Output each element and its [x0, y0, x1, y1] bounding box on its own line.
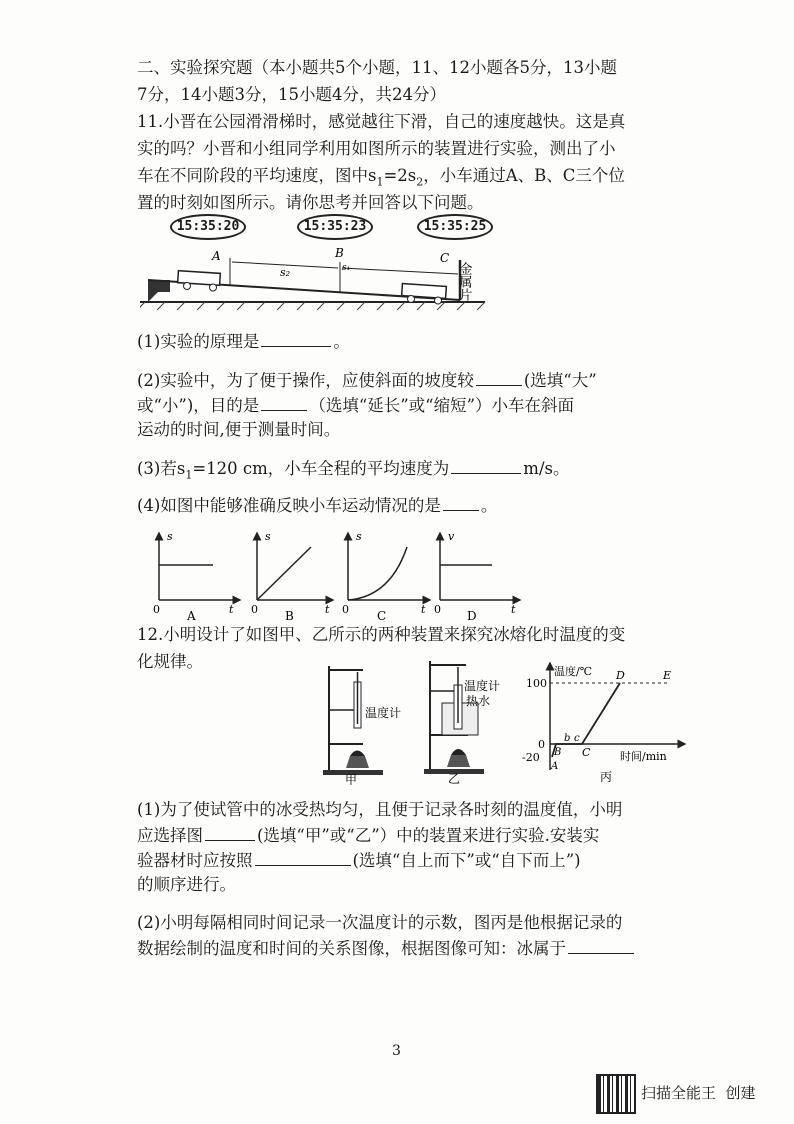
- clock-c: 15:35:25: [417, 214, 493, 240]
- cart-at-a: [178, 271, 221, 291]
- graph-d-y: v: [448, 530, 455, 543]
- q11-p2-line2: [137, 394, 574, 417]
- jia-caption: 甲: [345, 773, 358, 785]
- q12-stem-line2: 化规律。: [137, 652, 203, 671]
- clock-a: 15:35:20: [170, 214, 246, 240]
- label-s1: s₁: [342, 263, 351, 273]
- bing-yneg20: -20: [522, 751, 540, 764]
- q11-p2-hint2: （选填“延长”或“缩短”）小车在斜面: [309, 396, 575, 415]
- q12-p1-line4: 的顺序进行。: [137, 875, 236, 894]
- graph-d: [434, 530, 520, 620]
- q12-p1-text2: 验器材时应按照: [137, 851, 253, 870]
- bing-point-b: B: [554, 747, 562, 758]
- label-s2: s₂: [280, 266, 291, 279]
- q12-p1-text: 应选择图: [137, 826, 203, 845]
- apparatus-jia: [315, 660, 415, 785]
- q12-p2-line2: [137, 937, 636, 960]
- q11-p4-text: (4)如图中能够准确反映小车运动情况的是: [137, 496, 441, 515]
- graph-b: [251, 530, 333, 620]
- bing-y0: 0: [538, 738, 545, 751]
- graph-d-label: D: [467, 609, 477, 620]
- section-heading-line2: 7分，14小题3分，15小题4分，共24分）: [137, 85, 446, 104]
- graph-b-x: t: [325, 603, 330, 616]
- q11-p4: [137, 494, 497, 517]
- bing-ylabel: 温度/℃: [554, 665, 593, 678]
- graph-d-origin: 0: [434, 603, 441, 616]
- bing-point-c: C: [582, 746, 591, 759]
- q12-p1-hint: (选填“甲”或“乙”）中的装置来进行实验.安装实: [257, 826, 600, 845]
- graph-a-x: t: [229, 603, 234, 616]
- bing-point-e: E: [663, 669, 672, 682]
- ground-hatch: [140, 302, 485, 310]
- q11-p2-purpose-blank[interactable]: [261, 394, 307, 411]
- bing-xlabel: 时间/min: [620, 750, 667, 763]
- graph-a-y: s: [167, 530, 173, 543]
- bing-point-a: A: [551, 761, 559, 772]
- incline-figure: [140, 240, 500, 315]
- q11-stem-line1: 11.小晋在公园滑滑梯时，感觉越往下滑，自己的速度越快。这是真: [137, 112, 626, 131]
- cart-at-c: [402, 284, 447, 304]
- q11-p3-b: =120 cm，小车全程的平均速度为: [192, 459, 450, 478]
- q12-p2-answer-blank[interactable]: [568, 937, 634, 954]
- graph-c-label: C: [377, 609, 387, 620]
- q11-p2-hint: (选填“大”: [523, 371, 597, 390]
- q12-p1-order-blank[interactable]: [255, 849, 351, 866]
- graph-a: [153, 530, 240, 620]
- label-b: B: [335, 246, 344, 260]
- q11-p2-text: (2)实验中，为了便于操作，应使斜面的坡度较: [137, 371, 474, 390]
- graph-b-origin: 0: [251, 603, 258, 616]
- bing-point-lc: c: [574, 733, 580, 744]
- graph-b-label: B: [285, 609, 294, 620]
- bing-point-d: D: [616, 669, 625, 682]
- bing-y100: 100: [526, 677, 547, 690]
- apparatus-yi: [420, 655, 520, 785]
- q11-p2-line1: [137, 369, 597, 392]
- q11-stem-3b: =2s: [383, 166, 417, 185]
- q11-p4-answer-blank[interactable]: [443, 494, 479, 511]
- yi-water-label: 热水: [466, 694, 491, 708]
- qr-code-icon: [596, 1074, 636, 1114]
- q11-stem-3c: ，小车通过A、B、C三个位: [423, 166, 625, 185]
- jia-thermo-label: 温度计: [365, 706, 402, 720]
- q12-p1-line3: [137, 849, 581, 872]
- label-metal: 金属片: [456, 262, 472, 301]
- label-c: C: [440, 251, 450, 265]
- incline-support: [148, 280, 170, 302]
- q12-p1-hint2: (选填“自上而下”或“自下而上”): [352, 851, 581, 870]
- label-a: A: [212, 249, 221, 263]
- q11-stem-line4: 置的时刻如图所示。请你思考并回答以下问题。: [137, 193, 484, 212]
- q11-p3-speed-blank[interactable]: [451, 457, 521, 474]
- graph-c-origin: 0: [342, 603, 349, 616]
- bing-caption: 丙: [600, 770, 613, 784]
- q11-stem-line2: 实的吗？小晋和小组同学利用如图所示的装置进行实验，测出了小: [137, 139, 616, 158]
- graph-a-origin: 0: [153, 603, 160, 616]
- bing-point-lb: b: [564, 733, 571, 744]
- q12-p1-figure-blank[interactable]: [205, 824, 255, 841]
- page-number: 3: [392, 1043, 401, 1059]
- q11-p1-end: 。: [333, 332, 350, 351]
- graph-c: [342, 530, 430, 620]
- graph-a-label: A: [187, 609, 196, 620]
- scanner-watermark: 扫描全能王 创建: [641, 1084, 756, 1102]
- clock-b: 15:35:23: [297, 214, 373, 240]
- q11-p3-unit: m/s。: [523, 459, 570, 478]
- arrow-s1: [342, 268, 458, 274]
- q11-p1: [137, 330, 350, 353]
- q11-p1-answer-blank[interactable]: [261, 330, 331, 347]
- q12-p1-line2: [137, 824, 599, 847]
- q12-stem-line1: 12.小明设计了如图甲、乙所示的两种装置来探究冰熔化时温度的变: [137, 625, 626, 644]
- yi-thermo-label: 温度计: [464, 679, 501, 693]
- q11-p3-a: (3)若s: [137, 459, 186, 478]
- yi-caption: 乙: [448, 772, 461, 785]
- q12-p1-line1: (1)为了使试管中的冰受热均匀，且便于记录各时刻的温度值，小明: [137, 800, 623, 819]
- graph-c-x: t: [421, 603, 426, 616]
- q12-p2-line1: (2)小明每隔相同时间记录一次温度计的示数，图丙是他根据记录的: [137, 913, 623, 932]
- motion-graphs: [145, 525, 535, 620]
- q11-stem-line3: 车在不同阶段的平均速度，图中$s_1=2s_2$，小车通过A、B、C三个位: [137, 166, 625, 189]
- graph-bing: [520, 655, 690, 785]
- section-heading-line1: 二、实验探究题（本小题共5个小题，11、12小题各5分，13小题: [137, 58, 617, 77]
- q11-p2-text2: 或“小”)，目的是: [137, 396, 260, 415]
- q11-p3: (3)若$s_1=120$ cm，小车全程的平均速度为 m/s。: [137, 459, 570, 482]
- q11-p2-line3: 运动的时间,便于测量时间。: [137, 420, 341, 439]
- graph-d-x: t: [511, 603, 516, 616]
- graph-b-y: s: [265, 530, 271, 543]
- q11-stem-3a: 车在不同阶段的平均速度，图中s: [137, 166, 377, 185]
- q11-p4-end: 。: [480, 496, 498, 515]
- q12-p2-text: 数据绘制的温度和时间的关系图像，根据图像可知：冰属于: [137, 939, 566, 958]
- q11-p2-slope-blank[interactable]: [476, 369, 522, 386]
- q11-p1-text: (1)实验的原理是: [137, 332, 260, 351]
- graph-c-y: s: [356, 530, 362, 543]
